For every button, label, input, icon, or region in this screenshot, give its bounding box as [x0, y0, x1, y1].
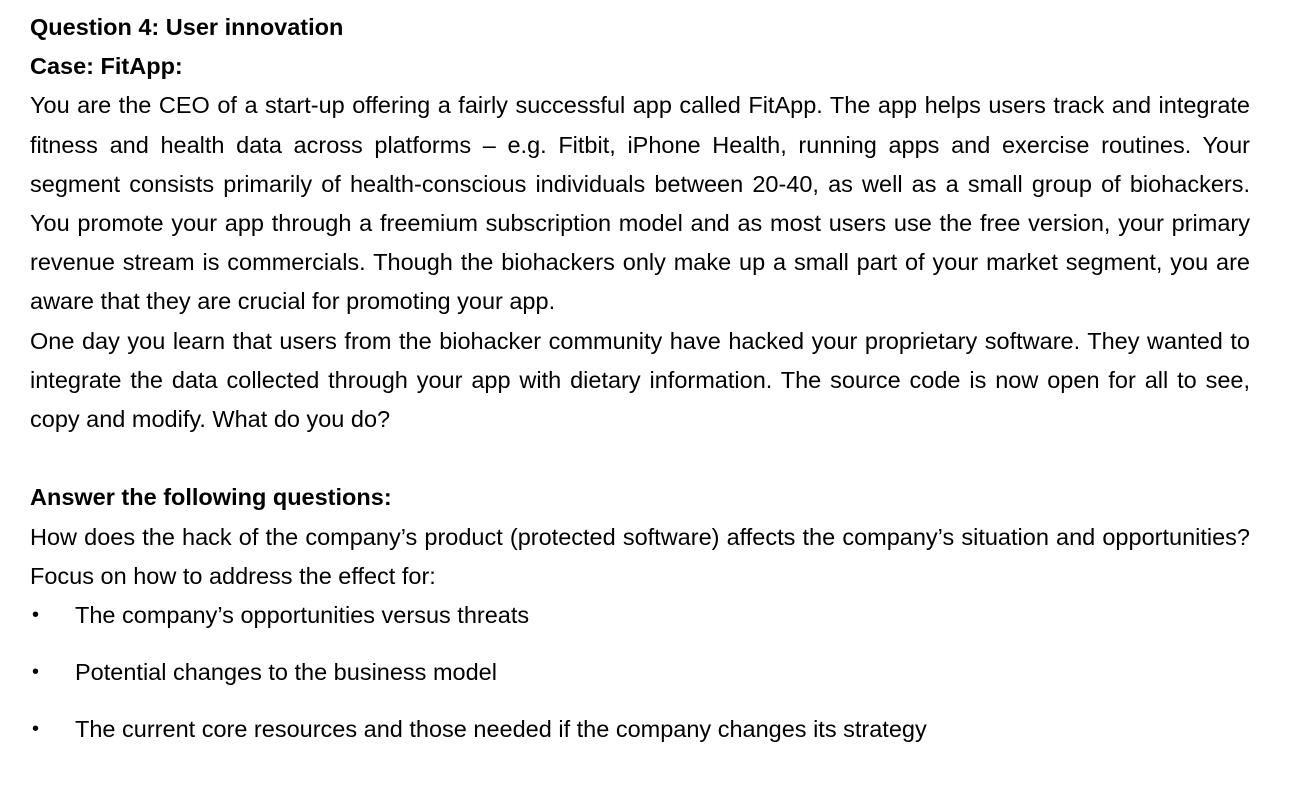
case-paragraph-1: You are the CEO of a start-up offering a fairly successful app called FitApp. The app helps users track and integrate fitness and health data across platforms – e.g. Fitbit, iPhone Health, running apps and exercise routines. Your segment consists primarily of health-conscious individuals between 20-40, as well as a small group of biohackers. You promote your app through a freemium subscription model and as most users use the free version, your primary revenue stream is commercials. Though the biohackers only make up a small part of your market segment, you are aware that they are crucial for promoting your app.	[30, 92, 1250, 315]
bullet-icon: •	[32, 604, 40, 627]
question-title: Question 4: User innovation	[30, 14, 344, 40]
answer-intro: How does the hack of the company’s product (protected software) affects the company’s situation and opportunities? Focus on how to address the effect for:	[30, 523, 1250, 589]
bullet-text: Potential changes to the business model	[75, 659, 497, 686]
bullet-icon: •	[32, 661, 40, 684]
list-item	[30, 653, 1250, 710]
bullet-icon: •	[32, 718, 40, 741]
list-item	[30, 596, 1250, 653]
bullet-text: The company’s opportunities versus threats	[75, 602, 530, 629]
case-paragraph-2: One day you learn that users from the biohacker community have hacked your proprietary software. They wanted to integrate the data collected through your app with dietary information. The source code is now open for all to see, copy and modify. What do you do?	[30, 327, 1250, 433]
case-title: Case: FitApp:	[30, 53, 183, 80]
list-item	[30, 710, 1250, 767]
answer-heading: Answer the following questions:	[30, 484, 392, 511]
bullet-list	[30, 596, 1250, 767]
bullet-text: The current core resources and those needed if the company changes its strategy	[75, 716, 927, 743]
document-body	[30, 8, 1250, 767]
spacer	[30, 439, 1250, 478]
